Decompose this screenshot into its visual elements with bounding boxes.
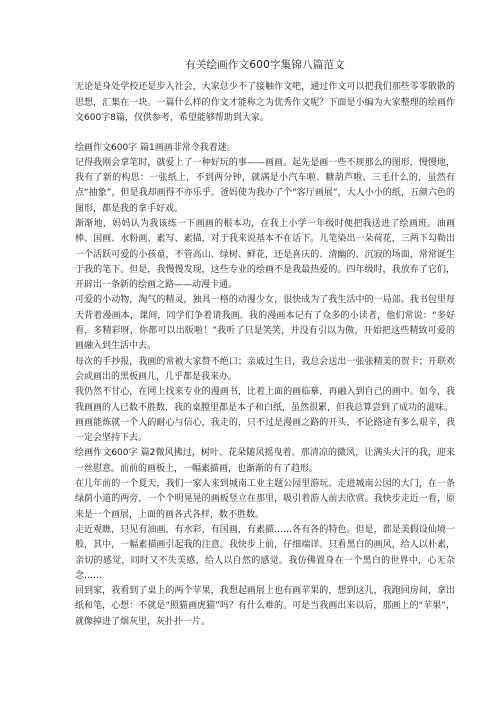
section-heading-1: 绘画作文600字 篇1画画非常令我着迷。 (75, 142, 236, 153)
body-paragraph: 每次的手抄报，我画的常被大家赞不绝口；亲戚过生日，我总会送出一张张精美的贺卡；开联欢会或画出的黑板画儿，几乎都是我来办。 (75, 356, 455, 382)
body-paragraph: 我仍然不甘心，在网上找来专业的漫画书，比着上面的画临摹，再融入到自己的画中。如今，我我画画的人已数不胜数，我的桌膛里都是本子和白纸，虽然很累，但我总算尝到了成功的滋味。 (75, 387, 455, 413)
body-paragraph: 记得我刚会拿笔时，就爱上了一种好玩的事——画画。起先是画一些不规那么的图形，慢慢地，我有了新的构思：一张纸上，不到两分钟，就满是小汽车啦、糖葫芦啦、三毛什么的，虽然有点“抽象”，但是我却画得不亦乐乎。爸妈使为我办了个“客厅画展”，大人小小的纸，五颜六色的图形，都是我的拿手好戏。 (75, 157, 455, 214)
body-paragraph: 可爱的小动物，淘气的精灵，独具一格的动漫少女，很快成为了我生活中的一局部。我书包里每天背着漫画本，课间，同学们争着请我画。我的漫画本记有了众多的小读者，他们常说：“多好看，多精彩呀，你都可以出版啦！”我听了只是笑笑，并没有引以为傲，开始把这些精致可爱的画融入到生活中去。 (75, 295, 455, 352)
body-paragraph: 走近观瞧，只见有油画，有水彩，有国画，有素描……各有各的特色。但是，都是美假设仙境一般，其中，一幅素描画引起我的注意。我快步上前，仔细端详。只看黑白的画风，给人以朴素，亲切的感觉，同时又不失美感，给人以自然的感觉。我仿佛置身在一个黑白的世界中，心无杂念…… (75, 524, 455, 581)
intro-paragraph: 无论是身处学校还是步入社会，大家总少不了接触作文吧，通过作文可以把我们那些零零散散的思想，汇集在一块。一篇什么样的作文才能称之为优秀作文呢？下面是小编为大家整理的绘画作文600字8篇，仅供参考，希望能够帮助到大家。 (75, 82, 455, 123)
document-title: 有关绘画作文600字集锦八篇范文 (185, 59, 345, 71)
body-paragraph: 回到家，我看到了桌上的两个苹果，我想起画展上也有画苹果的，想到这儿，我跑回房间，拿出纸和笔，心想：不就是“照猫画虎猫”吗？有什么难的。可是当我画出来以后，那画上的“苹果”，就像掉进了烟灰里，灰扑扑一片。 (75, 586, 455, 627)
body-paragraph: 画画能炼就一个人的耐心与信心，我走的，只不过是漫画之路的开头，不论路途有多么艰辛，我一定会坚持下去。 (75, 417, 455, 444)
body-paragraph: 渐渐地，妈妈认为我该练一下画画的根本功，在我上小学一年级时便把我送进了绘画班。油画棒、国画、水粉画、素写、素描，对于我来说基本不在话下。儿笔染出一朵荷花，三两下勾勒出一个活跃可爱的小孩童，不管高山、绿树、鲜花，还是喜庆的、清幽的、沉寂的场面，常常诞生于我的笔下。但是，我慢慢发现，这些专业的绘画不是我最热爱的。四年级时，我放弃了它们，开辟出一条新的绘画之路——动漫卡通。 (75, 218, 455, 291)
article-body (75, 141, 455, 631)
body-paragraph: 在几年前的一个夏天，我们一家人来到城南工业主题公园里游玩。走进城南公园的大门，在一条绿荫小道的两旁，一个个明晃晃的画板竖立在那里，吸引着游人前去欣赏。我快步走近一看，原来是一个画展，上面的画各式各样，数不胜数。 (75, 479, 455, 520)
section-heading-2: 绘画作文600字 篇2微风拂过，树叶、花朵随风摇曳着。那清凉的微风，让满头大汗的我，迎来一丝慰意。前前的画板上，一幅素描画，也渐渐的有了趋形。 (75, 448, 455, 474)
